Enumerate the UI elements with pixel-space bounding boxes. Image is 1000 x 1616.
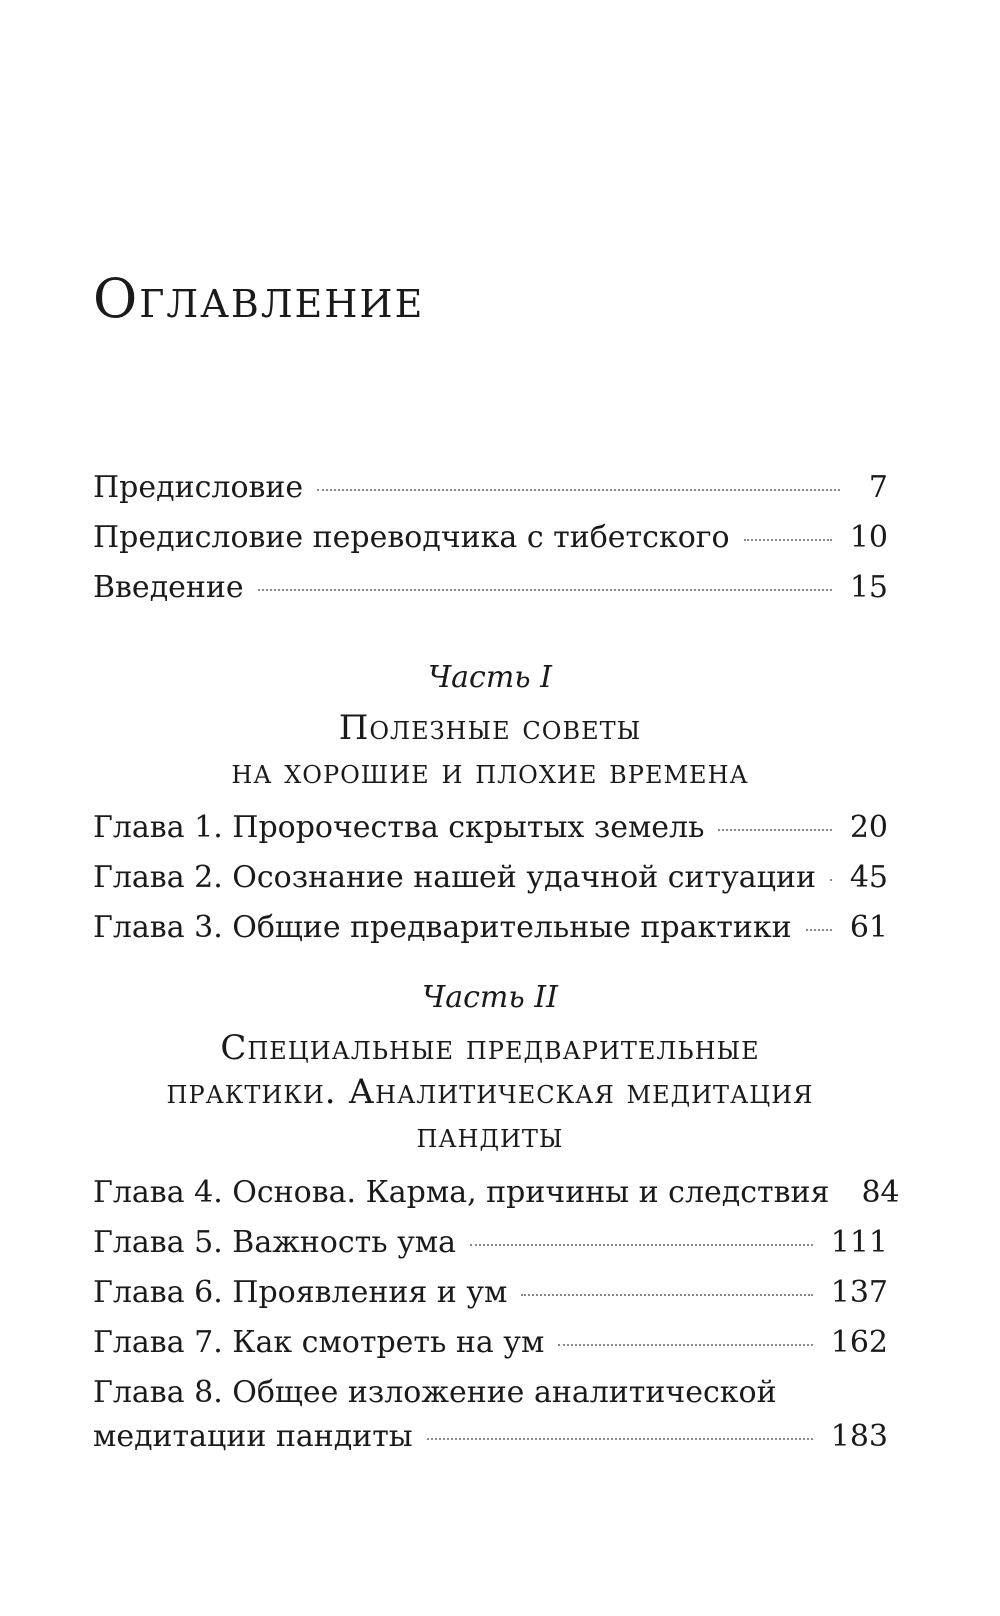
toc-entry-page: 61 xyxy=(849,910,888,945)
part-title-line: Специальные предварительные xyxy=(220,1028,760,1068)
part-label: Часть I xyxy=(427,660,553,695)
toc-entry-page: 45 xyxy=(849,860,888,895)
toc-entry-page: 15 xyxy=(849,570,888,605)
toc-entry-label: Глава 4. Основа. Карма, причины и следствия xyxy=(93,1175,830,1210)
toc-entry-page: 111 xyxy=(830,1225,888,1260)
toc-entry-label: Глава 1. Пророчества скрытых земель xyxy=(93,810,705,845)
page-title: Оглавление xyxy=(93,267,425,330)
toc-entry-chapter-4[interactable] xyxy=(93,1175,900,1211)
toc-entry-introduction[interactable] xyxy=(93,570,888,606)
leader-dots xyxy=(258,589,832,591)
part-title-line: на хорошие и плохие времена xyxy=(231,752,749,793)
part-title-line: пандиты xyxy=(416,1116,564,1157)
toc-entry-chapter-2[interactable] xyxy=(93,860,888,896)
part-title xyxy=(0,706,980,794)
leader-dots xyxy=(718,829,831,831)
leader-dots xyxy=(470,1244,813,1246)
toc-entry-label: Предисловие xyxy=(93,470,304,505)
toc-entry-label: Предисловие переводчика с тибетского xyxy=(93,520,730,555)
leader-dots xyxy=(521,1294,812,1296)
toc-entry-page: 7 xyxy=(868,470,888,505)
toc-entry-label: Глава 6. Проявления и ум xyxy=(93,1275,508,1310)
leader-dots xyxy=(427,1438,813,1440)
toc-entry-chapter-7[interactable] xyxy=(93,1325,888,1361)
part-title xyxy=(0,1026,980,1159)
toc-entry-translator-preface[interactable] xyxy=(93,520,888,556)
toc-entry-label-continued: медитации пандиты xyxy=(93,1419,413,1454)
toc-entry-page: 84 xyxy=(861,1175,900,1210)
toc-entry-page: 137 xyxy=(830,1275,888,1310)
leader-dots xyxy=(806,929,832,931)
part-title-line: практики. Аналитическая медитация xyxy=(166,1072,814,1113)
toc-entry-label: Глава 2. Осознание нашей удачной ситуации xyxy=(93,860,816,895)
leader-dots xyxy=(830,879,832,881)
toc-entry-chapter-1[interactable] xyxy=(93,810,888,846)
toc-entry-page: 20 xyxy=(849,810,888,845)
toc-entry-chapter-6[interactable] xyxy=(93,1275,888,1311)
part-label: Часть II xyxy=(422,980,558,1015)
toc-entry-chapter-5[interactable] xyxy=(93,1225,888,1261)
leader-dots xyxy=(317,489,840,491)
toc-entry-label: Глава 8. Общее изложение аналитической xyxy=(93,1375,777,1410)
leader-dots xyxy=(558,1344,812,1346)
toc-entry-page: 10 xyxy=(849,520,888,555)
toc-entry-chapter-3[interactable] xyxy=(93,910,888,946)
toc-entry-label: Введение xyxy=(93,570,244,605)
toc-entry-page: 162 xyxy=(830,1325,888,1360)
part-title-line: Полезные советы xyxy=(338,708,642,748)
toc-entry-label: Глава 5. Важность ума xyxy=(93,1225,457,1260)
toc-entry-label: Глава 3. Общие предварительные практики xyxy=(93,910,792,945)
leader-dots xyxy=(744,539,832,541)
toc-entry-chapter-8[interactable] xyxy=(93,1375,888,1455)
toc-entry-page: 183 xyxy=(830,1419,888,1454)
toc-entry-label: Глава 7. Как смотреть на ум xyxy=(93,1325,545,1360)
toc-entry-preface[interactable] xyxy=(93,470,888,506)
